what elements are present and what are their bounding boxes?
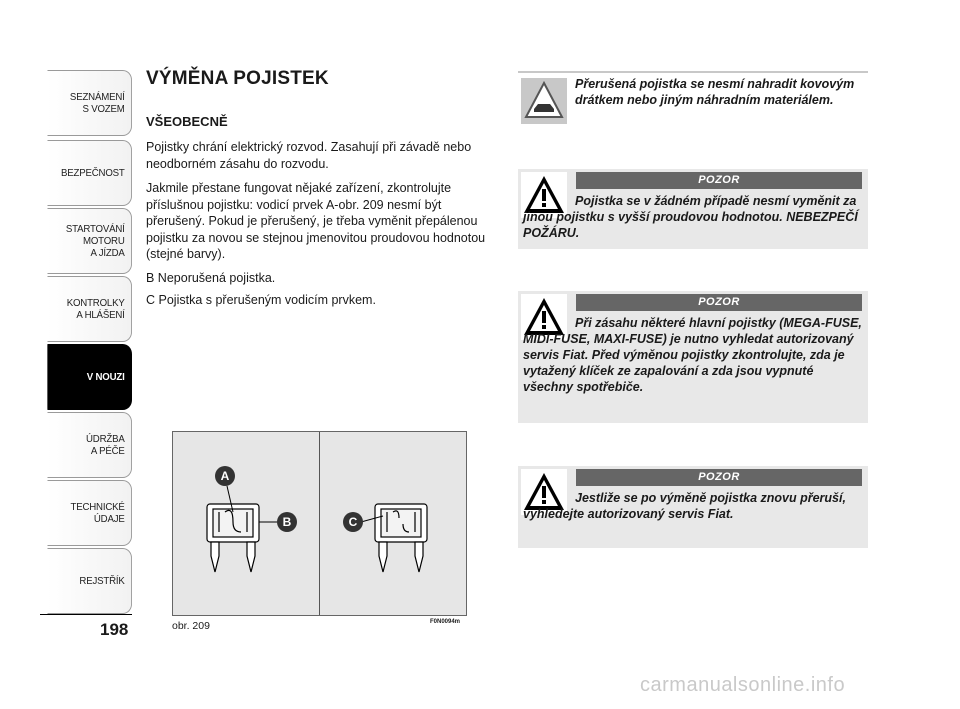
tab-udrzba[interactable] xyxy=(47,412,132,478)
tab-bezpecnost[interactable] xyxy=(47,140,132,206)
label-a: A xyxy=(215,466,235,486)
tab-label: V NOUZI xyxy=(86,371,125,383)
note-text: Přerušená pojistka se nesmí nahradit kovovým drátkem nebo jiným náhradním materiálem. xyxy=(575,77,855,107)
warning-text: Pojistka se v žádném případě nesmí vyměnit za jinou pojistku s vyšší proudovou hodnotou. NEBEZPEČÍ POŽÁRU. xyxy=(523,194,858,240)
warning-box-3 xyxy=(518,466,868,548)
tab-kontrolky[interactable] xyxy=(47,276,132,342)
tab-rejstrik[interactable] xyxy=(47,548,132,614)
page-number: 198 xyxy=(100,620,129,639)
figure-code: F0N0094m xyxy=(430,619,461,625)
tab-label: KONTROLKY A HLÁŠENÍ xyxy=(66,297,125,321)
tab-seznameni[interactable] xyxy=(47,70,132,136)
tab-startovani[interactable] xyxy=(47,208,132,274)
figure-divider xyxy=(319,432,320,615)
section-subtitle: VŠEOBECNĚ xyxy=(146,114,228,129)
warning-header: POZOR xyxy=(576,469,862,486)
tab-label: STARTOVÁNÍ MOTORU A JÍZDA xyxy=(65,223,125,259)
figure-caption: obr. 209 xyxy=(172,620,210,632)
label-b: B xyxy=(277,512,297,532)
paragraph-1: Pojistky chrání elektrický rozvod. Zasahují při závadě nebo neodborném zásahu do rozvodu. xyxy=(146,140,472,171)
warning-box-1 xyxy=(518,169,868,249)
intact-fuse xyxy=(207,504,259,572)
warning-header: POZOR xyxy=(576,172,862,189)
page-title: VÝMĚNA POJISTEK xyxy=(146,68,329,89)
tab-technicke[interactable] xyxy=(47,480,132,546)
label-c: C xyxy=(343,512,363,532)
tab-label: TECHNICKÉ ÚDAJE xyxy=(70,501,125,525)
tab-label: REJSTŘÍK xyxy=(79,575,125,587)
right-column-rule xyxy=(518,71,868,73)
note-block xyxy=(518,76,868,126)
sidebar-bottom-rule xyxy=(40,614,132,615)
car-pictogram-icon xyxy=(521,78,567,124)
warning-text: Při zásahu některé hlavní pojistky (MEGA-FUSE, MIDI-FUSE, MAXI-FUSE) je nutno vyhledat autorizovaný servis Fiat. Před výměnou pojistky zkontrolujte, zda je vytažený klíček ze zapalování a zda jsou vypnuté všechny spotřebiče. xyxy=(523,316,862,394)
broken-fuse xyxy=(375,504,427,572)
paragraph-b: B Neporušená pojistka. xyxy=(146,271,276,285)
tab-label: BEZPEČNOST xyxy=(60,167,125,179)
tab-v-nouzi[interactable] xyxy=(47,344,132,410)
warning-box-2 xyxy=(518,291,868,423)
tab-label: SEZNÁMENÍ S VOZEM xyxy=(69,91,125,115)
fuse-figure xyxy=(172,431,467,616)
warning-text: Jestliže se po výměně pojistka znovu přeruší, vyhledejte autorizovaný servis Fiat. xyxy=(523,491,846,521)
paragraph-2: Jakmile přestane fungovat nějaké zařízení, zkontrolujte příslušnou pojistku: vodicí prvek A-obr. 209 nesmí být přerušený. Pokud je přerušený, je třeba vyměnit přepálenou pojistku za novou se stejnou jmenovitou proudovou hodnotou (stejné barvy). xyxy=(146,181,486,261)
watermark: carmanualsonline.info xyxy=(640,674,846,696)
paragraph-c: C Pojistka s přerušeným vodicím prvkem. xyxy=(146,293,376,307)
warning-header: POZOR xyxy=(576,294,862,311)
tab-label: ÚDRŽBA A PÉČE xyxy=(86,433,125,457)
